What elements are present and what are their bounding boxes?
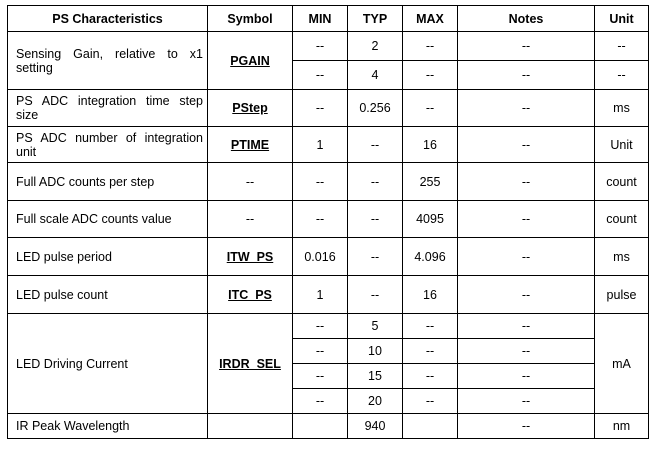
symbol-pstep: PStep bbox=[208, 90, 293, 127]
param-led-driving-current: LED Driving Current bbox=[8, 314, 208, 414]
param-full-adc-per-step: Full ADC counts per step bbox=[8, 163, 208, 201]
col-header-min: MIN bbox=[293, 6, 348, 32]
cell-min bbox=[293, 414, 348, 439]
symbol-itw-ps: ITW_PS bbox=[208, 238, 293, 276]
cell-max: -- bbox=[403, 389, 458, 414]
cell-notes: -- bbox=[458, 389, 595, 414]
param-full-scale-adc: Full scale ADC counts value bbox=[8, 201, 208, 238]
ps-characteristics-table bbox=[7, 5, 649, 439]
cell-typ: 10 bbox=[348, 339, 403, 364]
table-row bbox=[8, 163, 649, 201]
cell-max: -- bbox=[403, 61, 458, 90]
table-row bbox=[8, 238, 649, 276]
cell-notes: -- bbox=[458, 201, 595, 238]
cell-max bbox=[403, 414, 458, 439]
table-row bbox=[8, 314, 649, 339]
table-row bbox=[8, 127, 649, 163]
cell-typ: 940 bbox=[348, 414, 403, 439]
cell-unit: -- bbox=[595, 61, 649, 90]
symbol-itc-ps: ITC_PS bbox=[208, 276, 293, 314]
cell-max: -- bbox=[403, 339, 458, 364]
cell-notes: -- bbox=[458, 127, 595, 163]
table-row bbox=[8, 414, 649, 439]
cell-notes: -- bbox=[458, 163, 595, 201]
cell-max: -- bbox=[403, 314, 458, 339]
cell-min: -- bbox=[293, 201, 348, 238]
table-row bbox=[8, 201, 649, 238]
cell-min: -- bbox=[293, 314, 348, 339]
cell-typ: 5 bbox=[348, 314, 403, 339]
cell-notes: -- bbox=[458, 414, 595, 439]
col-header-characteristics: PS Characteristics bbox=[8, 6, 208, 32]
param-led-pulse-count: LED pulse count bbox=[8, 276, 208, 314]
cell-min: -- bbox=[293, 61, 348, 90]
cell-typ: 15 bbox=[348, 364, 403, 389]
table-row bbox=[8, 32, 649, 61]
cell-typ: 20 bbox=[348, 389, 403, 414]
cell-notes: -- bbox=[458, 364, 595, 389]
cell-typ: 4 bbox=[348, 61, 403, 90]
symbol-irdr-sel: IRDR_SEL bbox=[208, 314, 293, 414]
cell-max: 16 bbox=[403, 276, 458, 314]
cell-min: 0.016 bbox=[293, 238, 348, 276]
cell-min: -- bbox=[293, 364, 348, 389]
cell-notes: -- bbox=[458, 238, 595, 276]
cell-min: -- bbox=[293, 339, 348, 364]
cell-unit: mA bbox=[595, 314, 649, 414]
cell-min: 1 bbox=[293, 276, 348, 314]
cell-max: 255 bbox=[403, 163, 458, 201]
cell-notes: -- bbox=[458, 339, 595, 364]
cell-symbol bbox=[208, 414, 293, 439]
cell-min: -- bbox=[293, 32, 348, 61]
cell-unit: count bbox=[595, 201, 649, 238]
cell-unit: pulse bbox=[595, 276, 649, 314]
cell-min: -- bbox=[293, 389, 348, 414]
cell-notes: -- bbox=[458, 314, 595, 339]
symbol-pgain: PGAIN bbox=[208, 32, 293, 90]
header-row bbox=[8, 6, 649, 32]
col-header-notes: Notes bbox=[458, 6, 595, 32]
table-row bbox=[8, 90, 649, 127]
cell-typ: -- bbox=[348, 238, 403, 276]
cell-notes: -- bbox=[458, 61, 595, 90]
col-header-typ: TYP bbox=[348, 6, 403, 32]
cell-min: -- bbox=[293, 90, 348, 127]
cell-unit: ms bbox=[595, 90, 649, 127]
cell-symbol: -- bbox=[208, 163, 293, 201]
cell-typ: -- bbox=[348, 201, 403, 238]
cell-min: 1 bbox=[293, 127, 348, 163]
cell-max: 4095 bbox=[403, 201, 458, 238]
param-ir-peak-wavelength: IR Peak Wavelength bbox=[8, 414, 208, 439]
cell-typ: -- bbox=[348, 127, 403, 163]
cell-max: 16 bbox=[403, 127, 458, 163]
col-header-unit: Unit bbox=[595, 6, 649, 32]
symbol-ptime: PTIME bbox=[208, 127, 293, 163]
cell-max: -- bbox=[403, 90, 458, 127]
cell-max: 4.096 bbox=[403, 238, 458, 276]
cell-min: -- bbox=[293, 163, 348, 201]
spec-table-container bbox=[7, 5, 649, 439]
param-sensing-gain: Sensing Gain, relative to x1 setting bbox=[8, 32, 208, 90]
param-pstep: PS ADC integration time step size bbox=[8, 90, 208, 127]
cell-unit: -- bbox=[595, 32, 649, 61]
cell-typ: -- bbox=[348, 163, 403, 201]
cell-typ: 2 bbox=[348, 32, 403, 61]
table-row bbox=[8, 276, 649, 314]
param-ptime: PS ADC number of integration unit bbox=[8, 127, 208, 163]
cell-unit: count bbox=[595, 163, 649, 201]
cell-typ: -- bbox=[348, 276, 403, 314]
col-header-max: MAX bbox=[403, 6, 458, 32]
col-header-symbol: Symbol bbox=[208, 6, 293, 32]
cell-max: -- bbox=[403, 32, 458, 61]
cell-unit: ms bbox=[595, 238, 649, 276]
cell-max: -- bbox=[403, 364, 458, 389]
cell-unit: Unit bbox=[595, 127, 649, 163]
cell-unit: nm bbox=[595, 414, 649, 439]
cell-symbol: -- bbox=[208, 201, 293, 238]
param-led-pulse-period: LED pulse period bbox=[8, 238, 208, 276]
cell-typ: 0.256 bbox=[348, 90, 403, 127]
cell-notes: -- bbox=[458, 276, 595, 314]
cell-notes: -- bbox=[458, 32, 595, 61]
cell-notes: -- bbox=[458, 90, 595, 127]
